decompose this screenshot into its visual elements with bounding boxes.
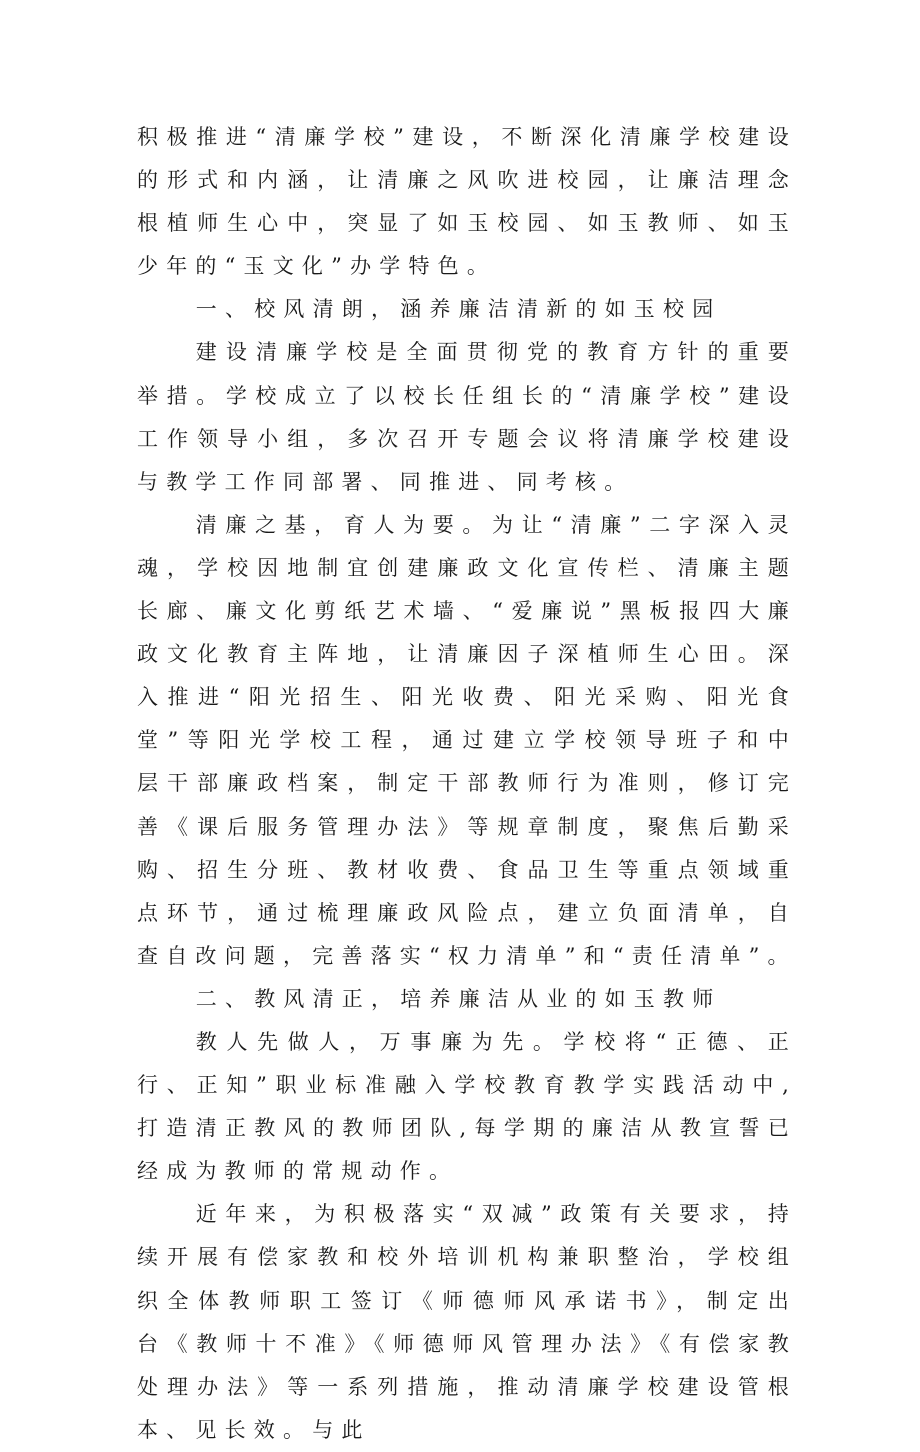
section-heading-2: 二、教风清正，培养廉洁从业的如玉教师 [195,986,722,1011]
section-heading-1: 一、校风清朗，涵养廉洁清新的如玉校园 [195,297,722,322]
body-paragraph: 建设清廉学校是全面贯彻党的教育方针的重要举措。学校成立了以校长任组长的“清廉学校”建设工作领导小组，多次召开专题会议将清廉学校建设与教学工作同部署、同推进、同考核。 [137,340,797,494]
body-paragraph: 教人先做人，万事廉为先。学校将“正德、正行、正知”职业标准融入学校教育教学实践活动中,打造清正教风的教师团队,每学期的廉洁从教宣誓已经成为教师的常规动作。 [137,1029,797,1184]
intro-paragraph: 积极推进“清廉学校”建设，不断深化清廉学校建设的形式和内涵，让清廉之风吹进校园，让廉洁理念根植师生心中，突显了如玉校园、如玉教师、如玉少年的“玉文化”办学特色。 [137,125,797,279]
document-body [137,116,797,1452]
body-paragraph: 近年来，为积极落实“双减”政策有关要求，持续开展有偿家教和校外培训机构兼职整治，学校组织全体教师职工签订《师德师风承诺书》，制定出台《教师十不准》《师德师风管理办法》《有偿家教处理办法》等一系列措施，推动清廉学校建设管根本、见长效。与此 [137,1202,797,1442]
body-paragraph: 清廉之基，育人为要。为让“清廉”二字深入灵魂，学校因地制宜创建廉政文化宣传栏、清廉主题长廊、廉文化剪纸艺术墙、“爱廉说”黑板报四大廉政文化教育主阵地，让清廉因子深植师生心田。深入推进“阳光招生、阳光收费、阳光采购、阳光食堂”等阳光学校工程，通过建立学校领导班子和中层干部廉政档案，制定干部教师行为准则，修订完善《课后服务管理办法》等规章制度，聚焦后勤采购、招生分班、教材收费、食品卫生等重点领域重点环节，通过梳理廉政风险点，建立负面清单，自查自改问题，完善落实“权力清单”和“责任清单”。 [137,512,797,968]
